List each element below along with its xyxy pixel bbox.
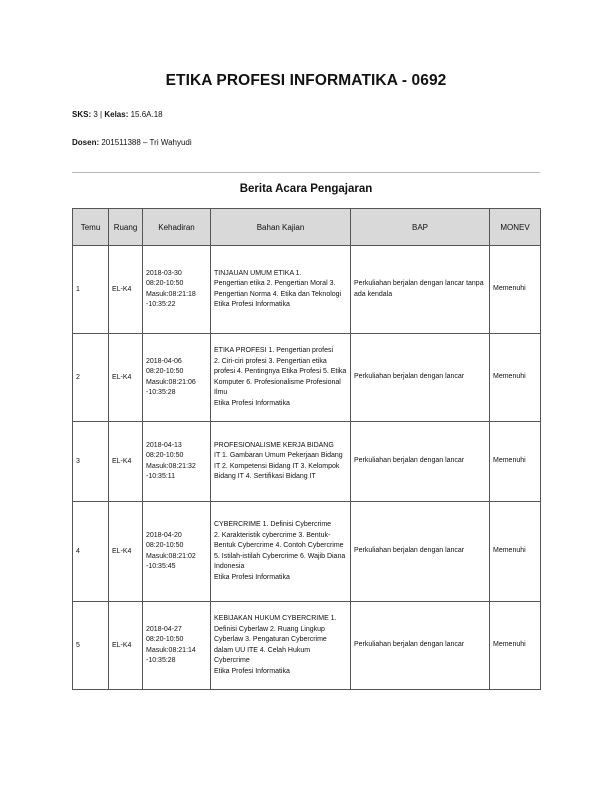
cell-ruang: EL-K4 (109, 246, 143, 334)
attendance-time: 08:20-10:50 (146, 542, 184, 549)
kajian-body: 2. Karakteristik cybercrime 3. Bentuk-Bentuk Cybercrime 4. Contoh Cybercrime 5. Istilah-istilah Cybercrime 6. Wajib Diana Indonesia (214, 531, 346, 570)
kajian-body: Pengertian etika 2. Pengertian Moral 3. Pengertian Norma 4. Etika dan Teknologi (214, 280, 342, 298)
attendance-date: 2018-04-06 (146, 357, 182, 365)
table-row (73, 502, 541, 602)
cell-ruang: EL-K4 (109, 602, 143, 690)
kajian-reference: Etika Profesi Informatika (214, 667, 290, 675)
sks-value: 3 (93, 110, 98, 119)
table-header-row (73, 209, 541, 246)
cell-bahan-kajian (211, 422, 351, 502)
attendance-in: Masuk:08:21:14 (146, 646, 196, 654)
cell-monev: Memenuhi (490, 502, 541, 602)
cell-kehadiran (143, 246, 211, 334)
cell-temu: 5 (73, 602, 109, 690)
cell-temu: 3 (73, 422, 109, 502)
document-title: ETIKA PROFESI INFORMATIKA - 0692 (165, 72, 447, 89)
col-header-kehadiran: Kehadiran (143, 209, 211, 246)
col-header-bap: BAP (351, 209, 490, 246)
attendance-in: Masuk:08:21:32 (146, 462, 196, 470)
cell-bap: Perkuliahan berjalan dengan lancar (351, 602, 490, 690)
attendance-time: 08:20-10:50 (146, 280, 184, 287)
kajian-reference: Etika Profesi Informatika (214, 301, 290, 308)
col-header-bahan-kajian: Bahan Kajian (211, 209, 351, 246)
section-subtitle: Berita Acara Pengajaran (239, 183, 373, 195)
attendance-date: 2018-03-30 (146, 269, 182, 277)
kajian-body: 2. Ciri-ciri profesi 3. Pengertian etika profesi 4. Pentingnya Etika Profesi 5. Etika Komputer 6. Profesionalisme Profesional Ilmu (214, 357, 347, 396)
col-header-ruang: Ruang (109, 209, 143, 246)
attendance-out: -10:35:11 (146, 473, 176, 480)
cell-monev: Memenuhi (490, 602, 541, 690)
cell-temu: 1 (73, 246, 109, 334)
attendance-in: Masuk:08:21:02 (146, 552, 196, 560)
table-row (73, 246, 541, 334)
table-row (73, 334, 541, 422)
cell-bahan-kajian (211, 502, 351, 602)
cell-monev: Memenuhi (490, 422, 541, 502)
attendance-in: Masuk:08:21:06 (146, 378, 196, 386)
cell-temu: 2 (73, 334, 109, 422)
lecturer-meta (72, 138, 192, 147)
cell-kehadiran (143, 422, 211, 502)
attendance-out: -10:35:28 (146, 389, 176, 396)
attendance-out: -10:35:28 (146, 657, 176, 664)
cell-kehadiran (143, 334, 211, 422)
sks-label: SKS: (72, 110, 92, 119)
cell-kehadiran (143, 602, 211, 690)
kajian-title: CYBERCRIME 1. Definisi Cybercrime (214, 521, 332, 528)
attendance-date: 2018-04-27 (146, 625, 182, 633)
kajian-reference: Etika Profesi Informatika (214, 399, 290, 407)
kajian-title: PROFESIONALISME KERJA BIDANG (214, 441, 334, 449)
kajian-reference: Etika Profesi Informatika (214, 573, 290, 581)
kajian-body: IT 1. Gambaran Umum Pekerjaan Bidang IT 2. Kompetensi Bidang IT 3. Kelompok Bidang IT 4. Sertifikasi Bidang IT (214, 452, 343, 480)
teaching-record-table (72, 208, 541, 690)
dosen-label: Dosen: (72, 138, 100, 147)
cell-bap: Perkuliahan berjalan dengan lancar (351, 334, 490, 422)
attendance-time: 08:20-10:50 (146, 636, 184, 643)
cell-bahan-kajian (211, 334, 351, 422)
cell-bahan-kajian (211, 602, 351, 690)
attendance-out: -10:35:22 (146, 301, 176, 308)
cell-temu: 4 (73, 502, 109, 602)
cell-monev: Memenuhi (490, 246, 541, 334)
table-row (73, 422, 541, 502)
cell-monev: Memenuhi (490, 334, 541, 422)
kelas-value: 15.6A.18 (130, 110, 163, 119)
attendance-time: 08:20-10:50 (146, 452, 184, 459)
col-header-temu: Temu (73, 209, 109, 246)
kelas-label: Kelas: (104, 110, 129, 119)
kajian-title: KEBIJAKAN HUKUM CYBERCRIME 1. (214, 615, 337, 622)
cell-ruang: EL-K4 (109, 422, 143, 502)
col-header-monev: MONEV (490, 209, 541, 246)
cell-ruang: EL-K4 (109, 334, 143, 422)
cell-kehadiran (143, 502, 211, 602)
kajian-title: TINJAUAN UMUM ETIKA 1. (214, 269, 302, 277)
kajian-body: Definisi Cyberlaw 2. Ruang Lingkup Cyberlaw 3. Pengaturan Cybercrime dalam UU ITE 4. Celah Hukum Cybercrime (214, 625, 327, 664)
attendance-time: 08:20-10:50 (146, 368, 184, 375)
cell-bap: Perkuliahan berjalan dengan lancar tanpa ada kendala (351, 246, 490, 334)
cell-ruang: EL-K4 (109, 502, 143, 602)
kajian-title: ETIKA PROFESI 1. Pengertian profesi (214, 347, 334, 354)
cell-bap: Perkuliahan berjalan dengan lancar (351, 502, 490, 602)
attendance-date: 2018-04-13 (146, 441, 182, 449)
divider (72, 172, 540, 173)
attendance-out: -10:35:45 (146, 563, 176, 570)
cell-bahan-kajian (211, 246, 351, 334)
course-meta: SKS: 3 | Kelas: 15.6A.18 (72, 110, 163, 119)
attendance-date: 2018-04-20 (146, 531, 182, 539)
cell-bap: Perkuliahan berjalan dengan lancar (351, 422, 490, 502)
table-row (73, 602, 541, 690)
attendance-in: Masuk:08:21:18 (146, 290, 196, 298)
dosen-value: 201511388 – Tri Wahyudi (101, 138, 192, 147)
